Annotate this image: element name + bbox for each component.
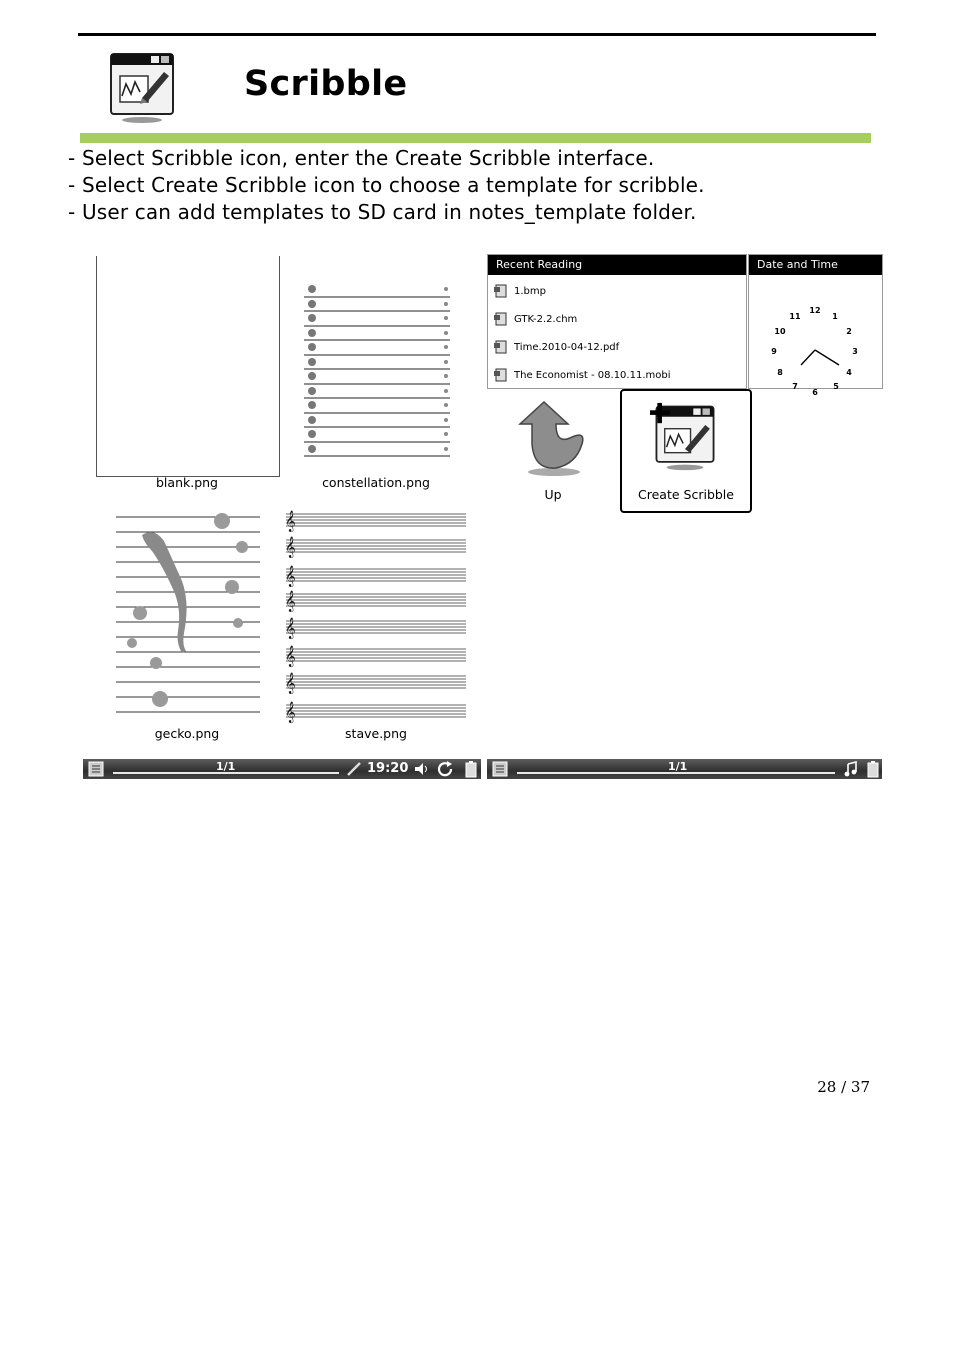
bullet-text: Select Create Scribble icon to choose a template for scribble.	[82, 173, 705, 197]
recent-reading-panel	[487, 254, 747, 389]
document-icon	[494, 339, 508, 355]
template-blank-caption: blank.png	[156, 475, 218, 490]
svg-text:𝄞: 𝄞	[285, 702, 296, 723]
template-stave-caption: stave.png	[345, 726, 407, 741]
svg-text:𝄞: 𝄞	[285, 511, 296, 532]
template-constellation-caption: constellation.png	[322, 475, 430, 490]
page-number: 28 / 37	[817, 1078, 870, 1096]
clock-hour-hand	[801, 350, 815, 365]
battery-icon	[867, 761, 879, 778]
clock-number: 10	[774, 327, 786, 336]
template-blank-thumbnail[interactable]	[96, 256, 280, 477]
date-time-panel	[748, 254, 883, 397]
clock-number: 8	[777, 368, 783, 377]
status-bar-right	[487, 759, 882, 779]
template-gecko-thumbnail[interactable]	[112, 503, 264, 727]
clock-number: 11	[789, 312, 801, 321]
volume-icon[interactable]	[413, 761, 431, 777]
document-icon	[494, 311, 508, 327]
template-stave-thumbnail[interactable]	[284, 508, 468, 724]
menu-icon[interactable]	[88, 761, 104, 777]
bullet-dash: -	[68, 173, 76, 197]
svg-text:𝄞: 𝄞	[285, 646, 296, 667]
clock-face	[749, 275, 882, 397]
svg-text:𝄞: 𝄞	[285, 566, 296, 587]
recent-item[interactable]	[494, 283, 546, 299]
recent-item-label: 1.bmp	[514, 285, 546, 297]
bullet-dash: -	[68, 146, 76, 170]
recent-reading-title: Recent Reading	[488, 255, 746, 275]
section-divider	[80, 133, 871, 143]
bullet-item	[68, 146, 654, 170]
clock-number: 2	[846, 327, 852, 336]
clock-number: 3	[852, 347, 858, 356]
bullet-dash: -	[68, 200, 76, 224]
svg-text:𝄞: 𝄞	[285, 618, 296, 639]
svg-text:𝄞: 𝄞	[285, 673, 296, 694]
refresh-icon[interactable]	[437, 761, 455, 777]
music-icon[interactable]	[843, 761, 859, 777]
clock-number: 4	[846, 368, 852, 377]
up-arrow-icon[interactable]	[516, 398, 588, 478]
svg-text:𝄞: 𝄞	[285, 537, 296, 558]
status-bar-left	[83, 759, 481, 779]
bullet-item	[68, 173, 705, 197]
date-time-title: Date and Time	[749, 255, 882, 275]
document-icon	[494, 367, 508, 383]
template-gecko-caption: gecko.png	[154, 726, 220, 741]
create-scribble-button[interactable]	[620, 389, 752, 513]
clock-number: 6	[812, 388, 818, 397]
svg-text:𝄞: 𝄞	[285, 591, 296, 612]
create-scribble-icon	[650, 401, 720, 473]
bullet-item	[68, 200, 697, 224]
create-scribble-label: Create Scribble	[638, 487, 734, 502]
clock-number: 1	[832, 312, 838, 321]
top-rule	[78, 33, 876, 36]
bullet-text: User can add templates to SD card in notes_template folder.	[82, 200, 697, 224]
recent-item-label: The Economist - 08.10.11.mobi	[514, 369, 671, 381]
clock-number: 7	[792, 382, 798, 391]
stylus-icon[interactable]	[345, 761, 363, 777]
up-label[interactable]: Up	[544, 487, 562, 502]
template-constellation-thumbnail[interactable]	[300, 280, 454, 460]
recent-item[interactable]	[494, 367, 670, 383]
page-title: Scribble	[244, 64, 408, 104]
page-indicator: 1/1	[216, 760, 236, 773]
clock-number: 5	[833, 382, 839, 391]
scribble-app-icon	[104, 48, 180, 126]
recent-item[interactable]	[494, 339, 619, 355]
battery-icon	[465, 761, 477, 778]
bullet-text: Select Scribble icon, enter the Create Scribble interface.	[82, 146, 655, 170]
clock-time: 19:20	[367, 761, 409, 776]
recent-item[interactable]	[494, 311, 577, 327]
recent-item-label: Time.2010-04-12.pdf	[514, 341, 620, 353]
page-indicator: 1/1	[668, 760, 688, 773]
menu-icon[interactable]	[492, 761, 508, 777]
clock-number: 9	[771, 347, 777, 356]
clock-number: 12	[809, 306, 821, 315]
recent-item-label: GTK-2.2.chm	[514, 313, 578, 325]
clock-minute-hand	[815, 350, 839, 365]
document-icon	[494, 283, 508, 299]
